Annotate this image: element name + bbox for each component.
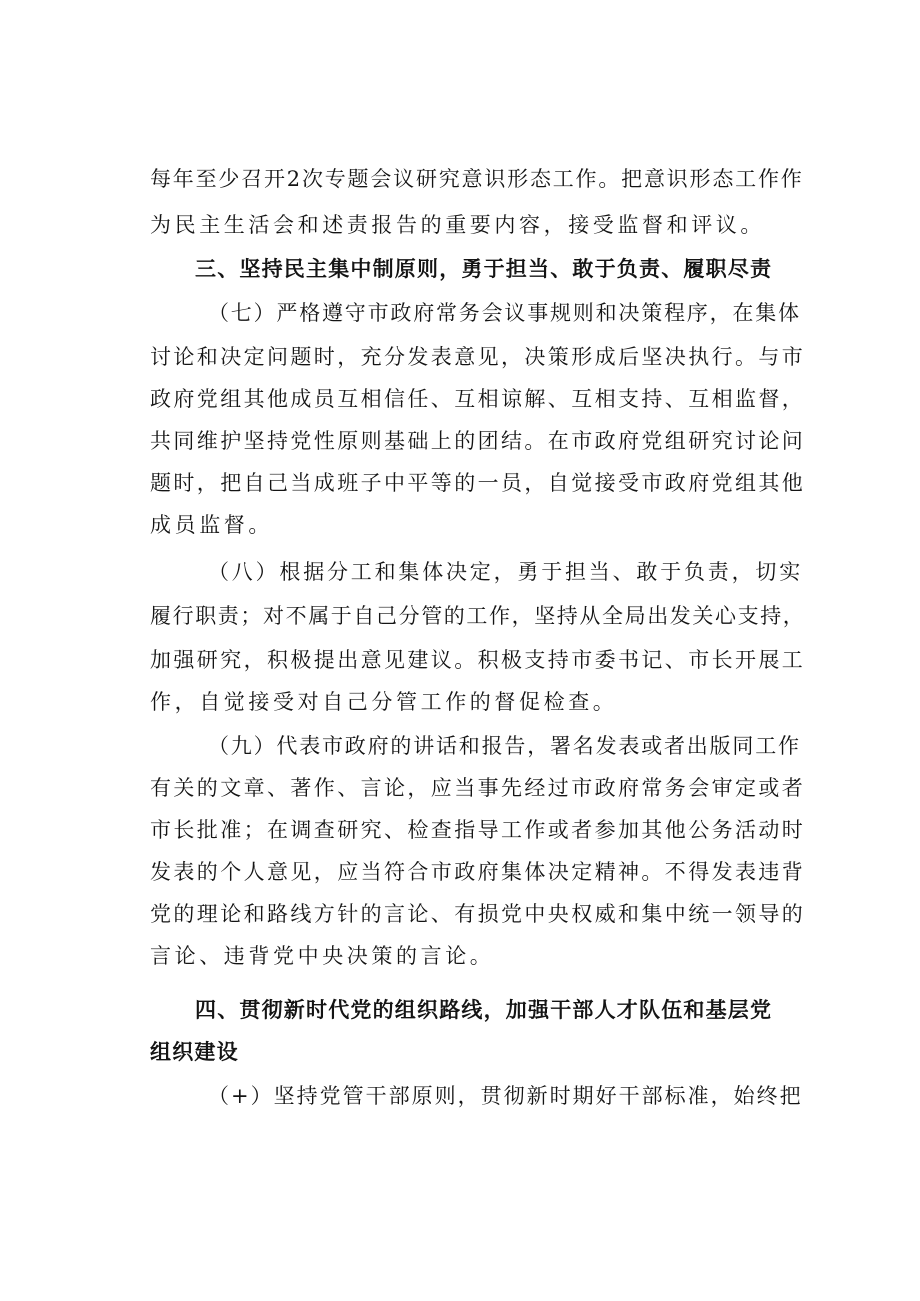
body-text-line: 发表的个人意见，应当符合市政府集体决定精神。不得发表违背 <box>150 860 806 884</box>
body-text-line: 每年至少召开2次专题会议研究意识形态工作。把意识形态工作作 <box>150 167 804 191</box>
body-text-line: 有关的文章、著作、言论，应当事先经过市政府常务会审定或者 <box>150 776 806 800</box>
paragraph-8-start: （八）根据分工和集体决定，勇于担当、敢于负责，切实 <box>208 560 803 584</box>
body-text-line: 加强研究，积极提出意见建议。积极支持市委书记、市长开展工 <box>150 648 806 672</box>
body-text-line: 题时，把自己当成班子中平等的一员，自觉接受市政府党组其他 <box>150 471 806 495</box>
paragraph-9-start: （九）代表市政府的讲话和报告，署名发表或者出版同工作 <box>208 734 801 758</box>
body-text-line: 言论、违背党中央决策的言论。 <box>150 944 495 968</box>
paragraph-10-start: （+）坚持党管干部原则，贯彻新时期好干部标准，始终把 <box>208 1084 803 1108</box>
body-text-line: 市长批准；在调查研究、检查指导工作或者参加其他公务活动时 <box>150 818 806 842</box>
section-heading-4-continued: 组织建设 <box>150 1040 239 1064</box>
body-text-line: 成员监督。 <box>150 513 273 537</box>
body-text-line: 党的理论和路线方针的言论、有损党中央权威和集中统一领导的 <box>150 902 806 926</box>
body-text-line: 共同维护坚持党性原则基础上的团结。在市政府党组研究讨论问 <box>150 429 806 453</box>
body-text-line: 讨论和决定问题时，充分发表意见，决策形成后坚决执行。与市 <box>150 345 806 369</box>
body-text-line: 作，自觉接受对自己分管工作的督促检查。 <box>150 690 618 714</box>
body-text-line: 政府党组其他成员互相信任、互相谅解、互相支持、互相监督， <box>150 387 806 411</box>
section-heading-4: 四、贯彻新时代党的组织路线，加强干部人才队伍和基层党 <box>195 998 773 1022</box>
body-text-line: 为民主生活会和述责报告的重要内容，接受监督和评议。 <box>150 213 765 237</box>
paragraph-7-start: （七）严格遵守市政府常务会议事规则和决策程序，在集体 <box>208 301 801 325</box>
body-text-line: 履行职责；对不属于自己分管的工作，坚持从全局出发关心支持， <box>150 604 806 628</box>
section-heading-3: 三、坚持民主集中制原则，勇于担当、敢于负责、履职尽责 <box>195 257 773 281</box>
